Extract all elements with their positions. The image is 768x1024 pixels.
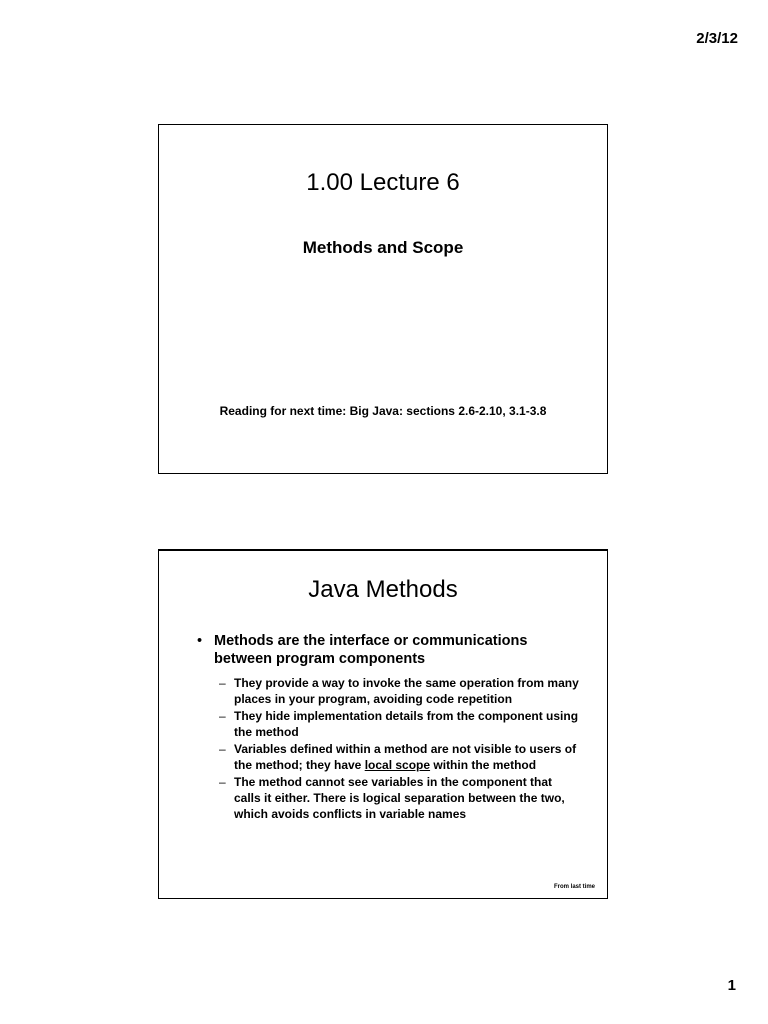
slide-subtitle: Methods and Scope — [302, 238, 464, 257]
sub-bullet-text: The method cannot see variables in the component that calls it either. There is logical separation between the two, which avoids conflicts in variable names — [234, 775, 565, 821]
page-date: 2/3/12 — [696, 30, 738, 47]
slide-title: Java Methods — [308, 576, 458, 603]
slide-footnote: From last time — [553, 884, 595, 890]
sub-bullet-item — [219, 708, 579, 740]
dash-marker: – — [219, 676, 226, 690]
slide-java-methods — [158, 549, 608, 899]
slide-lecture-title — [158, 124, 608, 474]
local-scope-emphasis: local scope — [364, 758, 431, 772]
dash-marker: – — [219, 709, 226, 723]
sub-bullet-text-after: within the method — [430, 758, 537, 772]
dash-marker: – — [219, 775, 226, 789]
bullet-marker: • — [197, 633, 203, 649]
bullet-text: Methods are the interface or communications between program components — [214, 633, 528, 667]
sub-bullet-list — [219, 675, 579, 823]
sub-bullet-text: They provide a way to invoke the same operation from many places in your program, avoiding code repetition — [234, 676, 579, 706]
dash-marker: – — [219, 742, 226, 756]
sub-bullet-item — [219, 741, 579, 773]
bullet-item — [197, 632, 567, 668]
sub-bullet-text — [234, 742, 576, 772]
page-number: 1 — [727, 977, 736, 994]
sub-bullet-text: They hide implementation details from the component using the method — [234, 709, 579, 739]
sub-bullet-text-before: Variables defined within a method are not visible to users of the method; they have — [234, 742, 577, 772]
sub-bullet-item — [219, 774, 579, 822]
sub-bullet-item — [219, 675, 579, 707]
reading-assignment: Reading for next time: Big Java: sections 2.6-2.10, 3.1-3.8 — [219, 404, 547, 418]
slide-title: 1.00 Lecture 6 — [306, 169, 460, 196]
